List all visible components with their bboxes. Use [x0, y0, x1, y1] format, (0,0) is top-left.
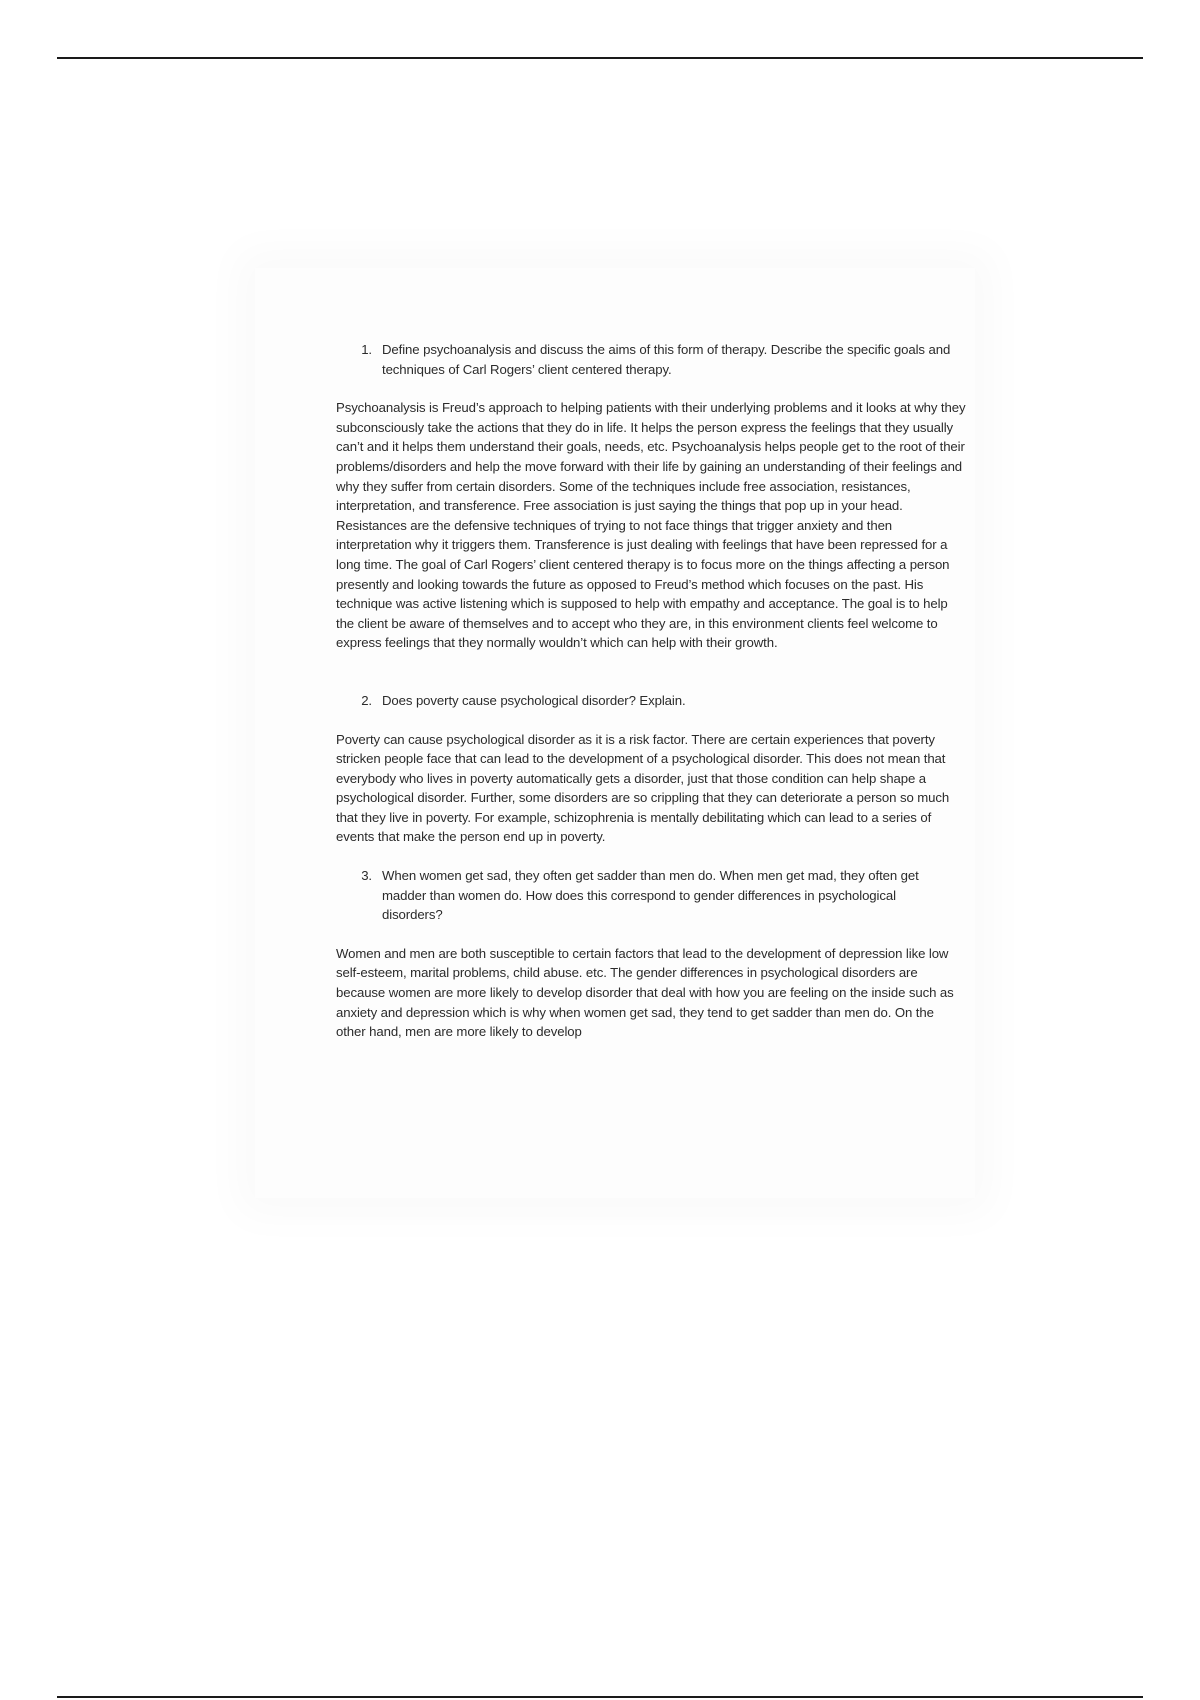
- answer-3: Women and men are both susceptible to certain factors that lead to the development of depression like low self-esteem, marital problems, child abuse. etc. The gender differences in psychological disorders are because women are more likely to develop disorder that deal with how you are feeling on the inside such as anxiety and depression which is why when women get sad, they tend to get sadder than men do. On the other hand, men are more likely to develop: [336, 945, 954, 1040]
- answer-1: Psychoanalysis is Freud’s approach to helping patients with their underlying problems and it looks at why they subconsciously take the actions that they do in life. It helps the person express the feelings that they usually can’t and it helps them understand their goals, needs, etc. Psychoanalysis helps people get to the root of their problems/disorders and help the move forward with their life by gaining an understanding of their feelings and why they suffer from certain disorders. Some of the techniques include free association, resistances, interpretation, and transference. Free association is just saying the things that pop up in your head. Resistances are the defensive techniques of trying to not face things that trigger anxiety and then interpretation why it triggers them. Transference is just dealing with feelings that have been repressed for a long time. The goal of Carl Rogers’ client centered therapy is to focus more on the things affecting a person presently and looking towards the future as opposed to Freud’s method which focuses on the past. His technique was active listening which is supposed to help with empathy and acceptance. The goal is to help the client be aware of themselves and to accept who they are, in this environment clients feel welcome to express feelings that they normally wouldn’t which can help with their growth.: [336, 400, 966, 651]
- header-rule: [57, 57, 1143, 59]
- question-number: 2.: [361, 692, 372, 708]
- question-text: Define psychoanalysis and discuss the aims of this form of therapy. Describe the specific goals and techniques of Carl Rogers’ client centered therapy.: [382, 342, 951, 377]
- question-1: [336, 340, 966, 379]
- document-body: [336, 340, 966, 1042]
- question-2: [336, 691, 966, 711]
- question-text: When women get sad, they often get sadder than men do. When men get mad, they often get madder than women do. How does this correspond to gender differences in psychological disorders?: [382, 868, 919, 923]
- question-number: 1.: [361, 342, 372, 357]
- question-text: Does poverty cause psychological disorder? Explain.: [382, 692, 686, 708]
- question-number: 3.: [361, 868, 372, 884]
- question-3: [336, 866, 966, 925]
- footer-rule: [57, 1696, 1143, 1698]
- answer-2: Poverty can cause psychological disorder as it is a risk factor. There are certain experiences that poverty stricken people face that can lead to the development of a psychological disorder. This does not mean that everybody who lives in poverty automatically gets a disorder, just that those condition can help shape a psychological disorder. Further, some disorders are so crippling that they can deteriorate a person so much that they live in poverty. For example, schizophrenia is mentally debilitating which can lead to a series of events that make the person end up in poverty.: [336, 731, 950, 845]
